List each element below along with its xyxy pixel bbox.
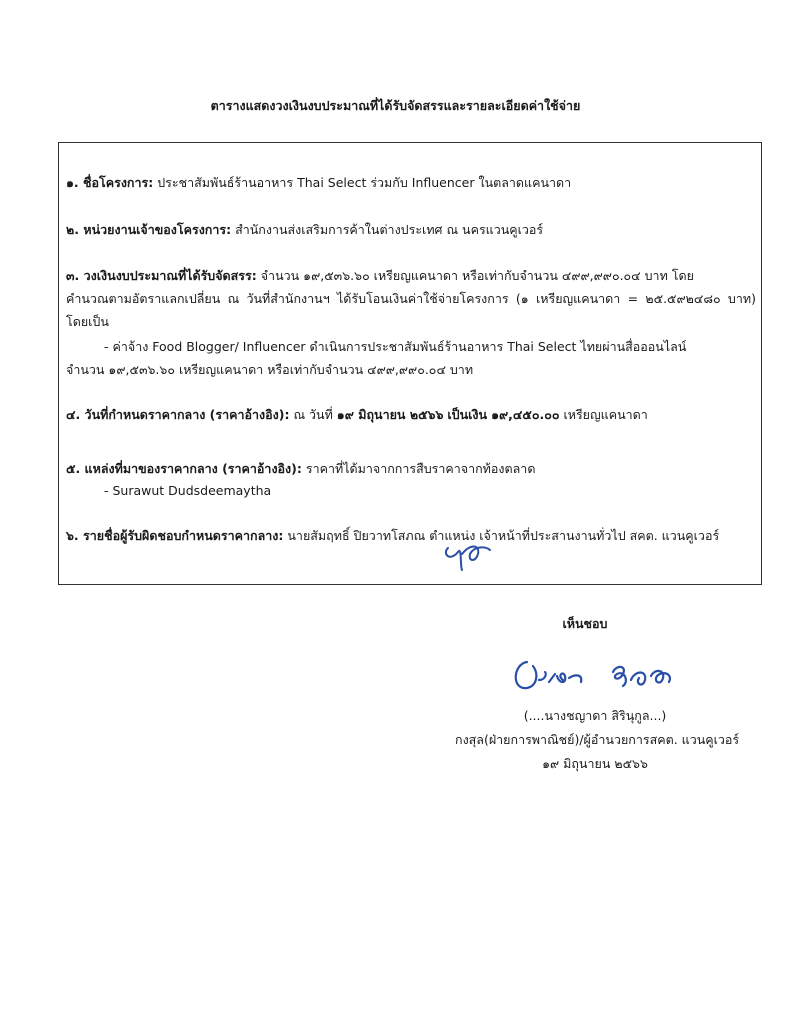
item-reference-date — [66, 405, 756, 425]
item-budget-line3: โดยเป็น — [66, 314, 109, 329]
item-responsible-person — [66, 526, 756, 546]
item-value: นายสัมฤทธิ์ ปิยวาทโสภณ ตำแหน่ง เจ้าหน้าที่ประสานงานทั่วไป สคต. แวนคูเวอร์ — [287, 528, 720, 543]
item-value: ประชาสัมพันธ์ร้านอาหาร Thai Select ร่วมกับ Influencer ในตลาดแคนาดา — [157, 175, 572, 190]
amount-prefix: เป็นเงิน — [447, 407, 488, 422]
item-label: ๖. รายชื่อผู้รับผิดชอบกำหนดราคากลาง: — [66, 528, 284, 543]
amount-unit: เหรียญแคนาดา — [563, 407, 648, 422]
document-title: ตารางแสดงวงเงินงบประมาณที่ได้รับจัดสรรและรายละเอียดค่าใช้จ่าย — [210, 98, 581, 113]
item-label: ๔. วันที่กำหนดราคากลาง (ราคาอ้างอิง): — [66, 407, 290, 422]
item-value: สำนักงานส่งเสริมการค้าในต่างประเทศ ณ นครแวนคูเวอร์ — [235, 222, 544, 237]
item-project-name — [66, 173, 756, 193]
item-value-prefix: ณ วันที่ — [293, 407, 333, 422]
item-label: ๓. วงเงินงบประมาณที่ได้รับจัดสรร: — [66, 268, 257, 283]
reference-date: ๑๙ มิถุนายน ๒๕๖๖ — [336, 407, 444, 422]
approver-name: (....นางชญาดา สิรินุกูล...) — [523, 708, 667, 723]
budget-subitem: - ค่าจ้าง Food Blogger/ Influencer ดำเนินการประชาสัมพันธ์ร้านอาหาร Thai Select ไทยผ่านสื่อออนไลน์ — [104, 339, 687, 354]
item-budget — [66, 266, 756, 286]
approver-position: กงสุล(ฝ่ายการพาณิชย์)/ผู้อำนวยการสคต. แวนคูเวอร์ — [455, 732, 740, 747]
budget-subitem-amount: จำนวน ๑๙,๕๓๖.๖๐ เหรียญแคนาดา หรือเท่ากับจำนวน ๔๙๙,๙๙๐.๐๔ บาท — [66, 362, 474, 377]
item-value: จำนวน ๑๙,๕๓๖.๖๐ เหรียญแคนาดา หรือเท่ากับจำนวน ๔๙๙,๙๙๐.๐๔ บาท โดย — [260, 268, 694, 283]
price-source-name: - Surawut Dudsdeemaytha — [104, 483, 272, 498]
item-agency — [66, 220, 756, 240]
initials-signature — [440, 540, 500, 576]
item-price-source — [66, 459, 756, 479]
approval-date: ๑๙ มิถุนายน ๒๕๖๖ — [542, 756, 648, 771]
item-budget-line2: คำนวณตามอัตราแลกเปลี่ยน ณ วันที่สำนักงานฯ ได้รับโอนเงินค่าใช้จ่ายโครงการ (๑ เหรียญแคนาดา = ๒๕.๕๙๒๔๘๐ บาท) — [66, 291, 756, 306]
item-label: ๕. แหล่งที่มาของราคากลาง (ราคาอ้างอิง): — [66, 461, 302, 476]
approver-signature — [505, 652, 695, 702]
item-value: ราคาที่ได้มาจากการสืบราคาจากท้องตลาด — [305, 461, 536, 476]
reference-amount: ๑๙,๔๕๐.๐๐ — [491, 407, 560, 422]
item-label: ๑. ชื่อโครงการ: — [66, 175, 154, 190]
item-label: ๒. หน่วยงานเจ้าของโครงการ: — [66, 222, 232, 237]
approval-heading: เห็นชอบ — [562, 616, 608, 631]
